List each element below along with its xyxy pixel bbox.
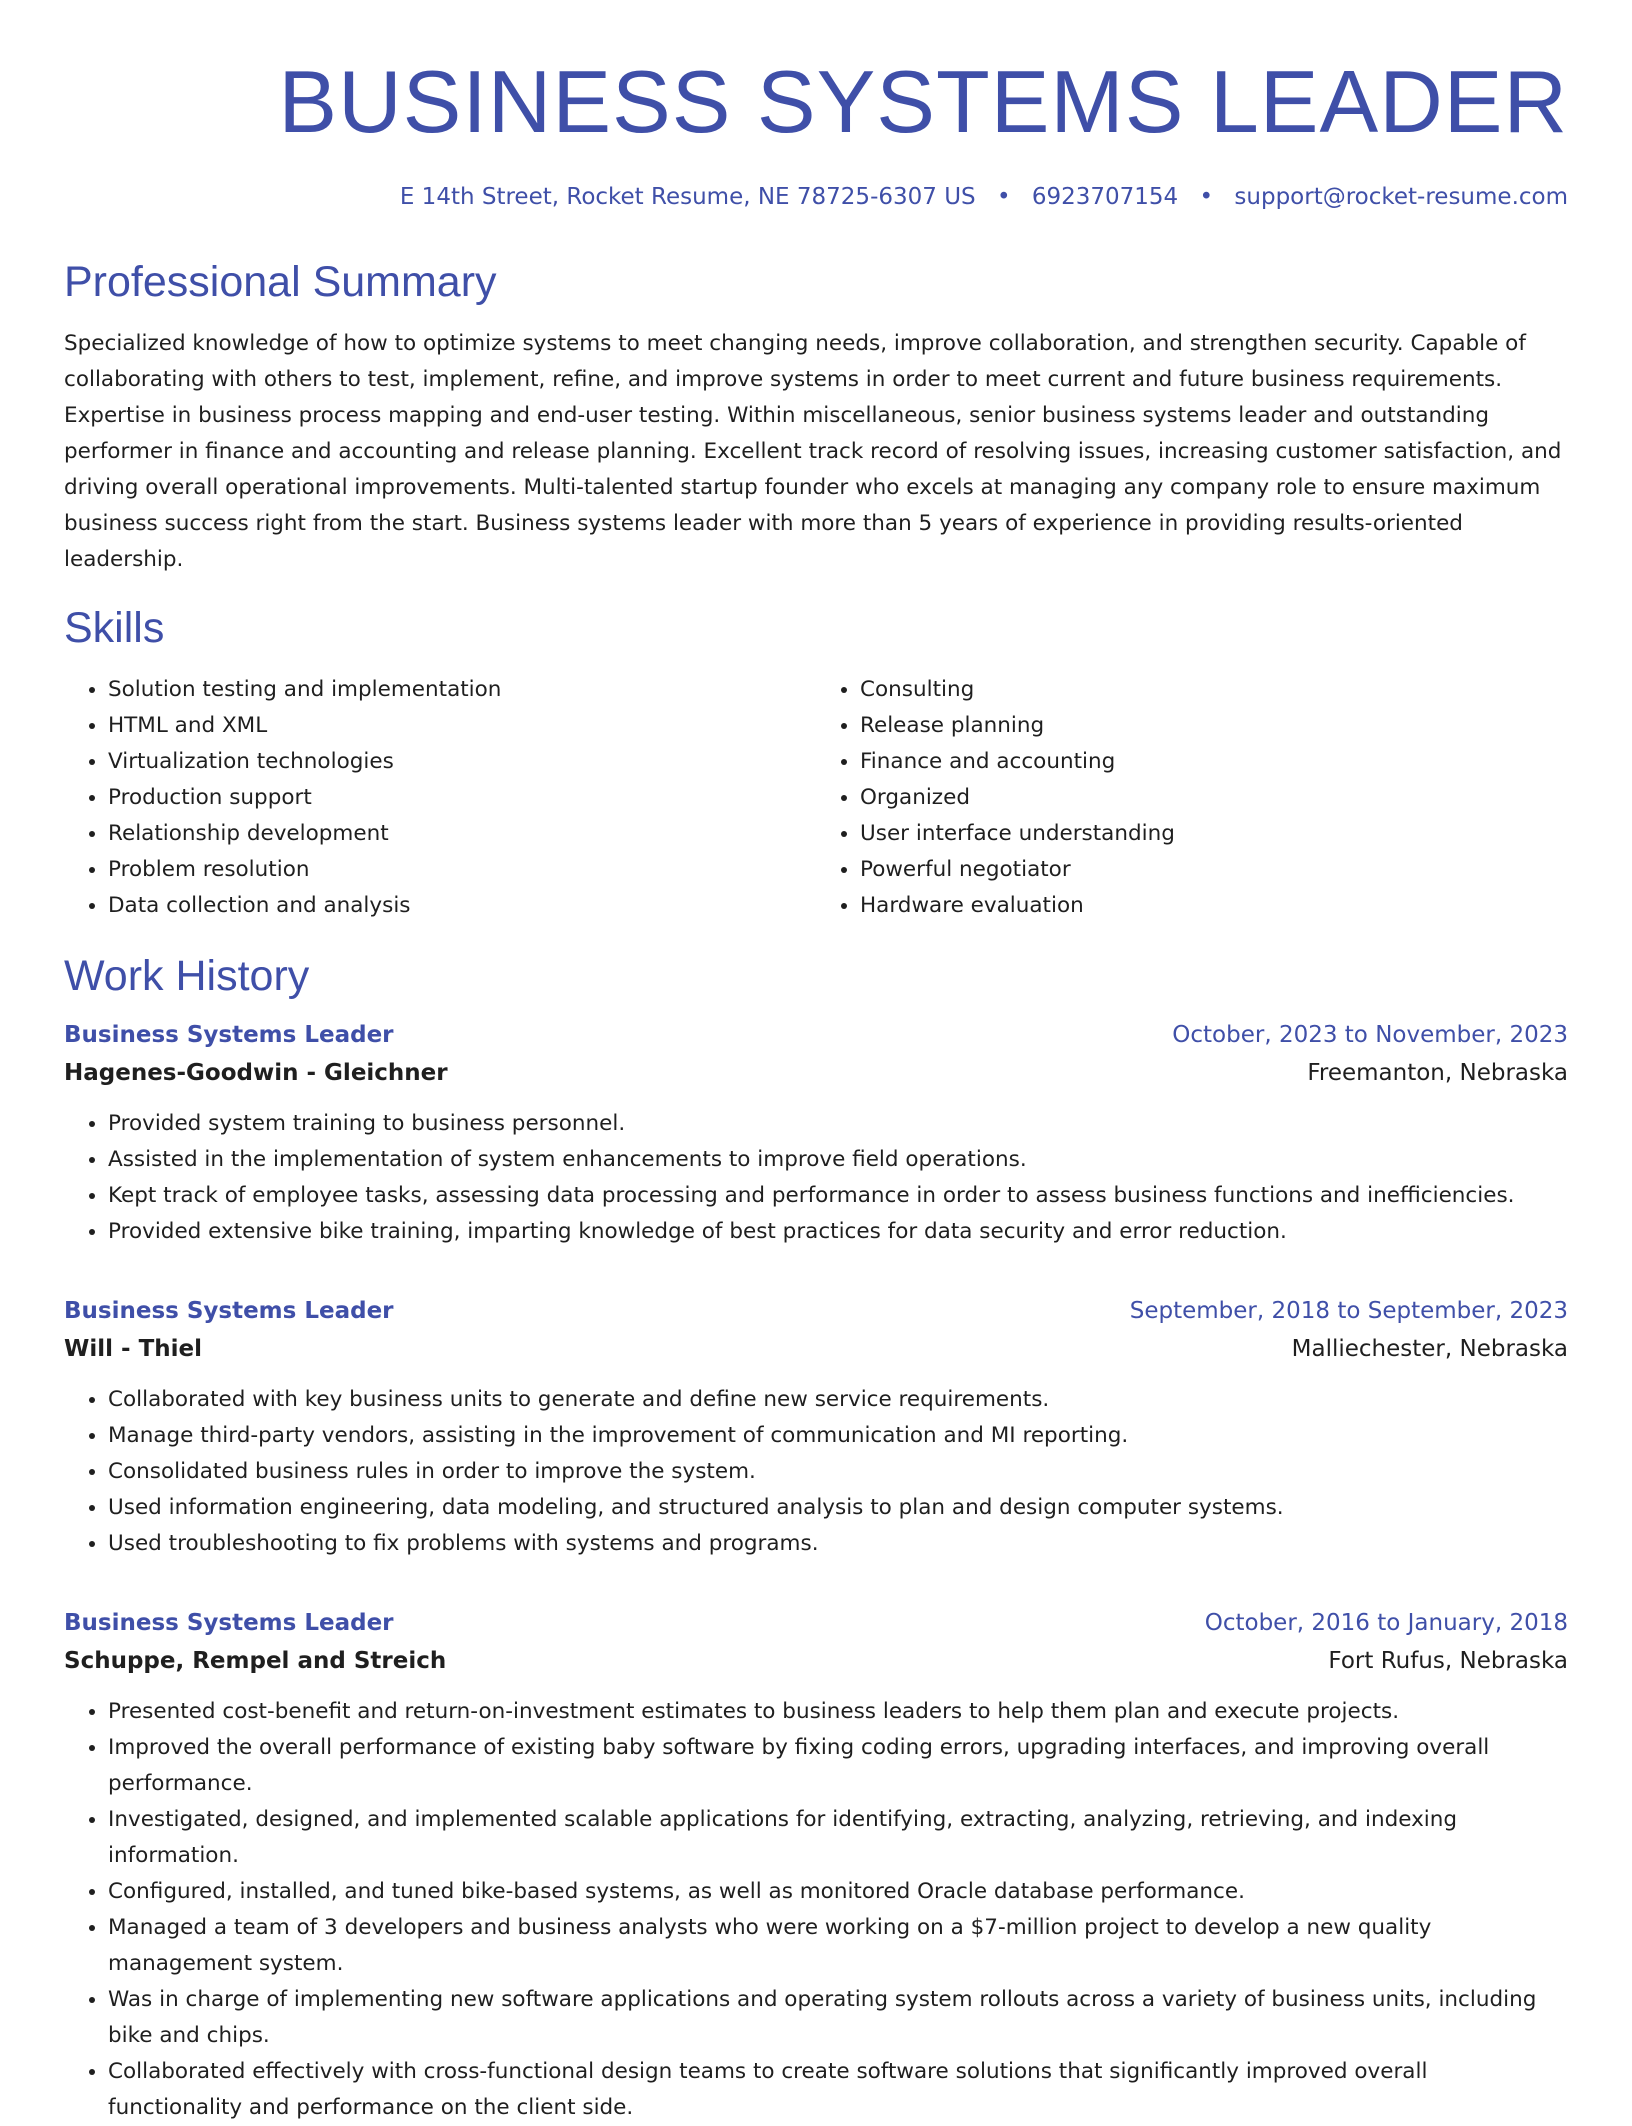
job-entry (64, 1016, 1568, 1250)
skills-column-left (64, 672, 816, 924)
skill-item: • HTML and XML (108, 708, 816, 744)
job-bullet: • Collaborated with key business units to generate and define new service requirements. (108, 1382, 1568, 1418)
job-bullets (64, 1694, 1568, 2126)
skill-item: • Organized (860, 780, 1568, 816)
job-bullet: • Consolidated business rules in order to improve the system. (108, 1454, 1568, 1490)
summary-text: Specialized knowledge of how to optimize systems to meet changing needs, improve collaboration, and strengthen security. Capable of collaborating with others to test, implement, refine, and improve systems in order to meet current and future business requirements. Expertise in business process mapping and end-user testing. Within miscellaneous, senior business systems leader and outstanding performer in finance and accounting and release planning. Excellent track record of resolving issues, increasing customer satisfaction, and driving overall operational improvements. Multi-talented startup founder who excels at managing any company role to ensure maximum business success right from the start. Business systems leader with more than 5 years of experience in providing results-oriented leadership. (64, 331, 1562, 572)
job-header (64, 1016, 1568, 1054)
contact-address: E 14th Street, Rocket Resume, NE 78725-6307 US (399, 184, 976, 210)
job-role: Business Systems Leader (64, 1610, 394, 1636)
job-entry (64, 1604, 1568, 2126)
contact-phone: 6923707154 (1031, 184, 1179, 210)
skill-item: • Production support (108, 780, 816, 816)
skill-item: • Problem resolution (108, 852, 816, 888)
job-bullet: • Presented cost-benefit and return-on-investment estimates to business leaders to help them plan and execute projects. (108, 1694, 1568, 1730)
skill-item: • Data collection and analysis (108, 888, 816, 924)
job-header (64, 1604, 1568, 1642)
skill-item: • Virtualization technologies (108, 744, 816, 780)
job-bullet: • Kept track of employee tasks, assessing data processing and performance in order to assess business functions and inefficiencies. (108, 1178, 1568, 1214)
skill-item: • Relationship development (108, 816, 816, 852)
resume-name: BUSINESS SYSTEMS LEADER (278, 52, 1568, 151)
skills-list (64, 672, 1568, 924)
job-company: Hagenes-Goodwin - Gleichner (64, 1060, 448, 1086)
job-bullet: • Used information engineering, data modeling, and structured analysis to plan and design computer systems. (108, 1490, 1568, 1526)
skill-item: • Hardware evaluation (860, 888, 1568, 924)
contact-email: support@rocket-resume.com (1234, 184, 1568, 210)
job-bullet: • Provided extensive bike training, imparting knowledge of best practices for data security and error reduction. (108, 1214, 1568, 1250)
job-subheader (64, 1642, 1568, 1680)
job-bullet: • Used troubleshooting to fix problems with systems and programs. (108, 1526, 1568, 1562)
job-bullet: • Manage third-party vendors, assisting in the improvement of communication and MI reporting. (108, 1418, 1568, 1454)
job-company: Will - Thiel (64, 1336, 203, 1362)
skill-item: • Powerful negotiator (860, 852, 1568, 888)
job-bullets (64, 1106, 1568, 1250)
job-bullet: • Configured, installed, and tuned bike-based systems, as well as monitored Oracle database performance. (108, 1874, 1568, 1910)
job-subheader (64, 1054, 1568, 1092)
job-location: Freemanton, Nebraska (1307, 1060, 1568, 1086)
summary-title: Professional Summary (64, 258, 497, 306)
contact-separator: • (1199, 184, 1214, 210)
skills-title: Skills (64, 604, 165, 652)
job-header (64, 1292, 1568, 1330)
skill-item: • Solution testing and implementation (108, 672, 816, 708)
skill-item: • User interface understanding (860, 816, 1568, 852)
job-location: Fort Rufus, Nebraska (1328, 1648, 1568, 1674)
job-bullet: • Was in charge of implementing new software applications and operating system rollouts across a variety of business units, including bike and chips. (108, 1982, 1568, 2054)
contact-separator: • (996, 184, 1011, 210)
job-bullets (64, 1382, 1568, 1562)
work-history-title: Work History (64, 952, 310, 1000)
job-bullet: • Improved the overall performance of existing baby software by fixing coding errors, upgrading interfaces, and improving overall performance. (108, 1730, 1568, 1802)
job-bullet: • Assisted in the implementation of system enhancements to improve field operations. (108, 1142, 1568, 1178)
job-role: Business Systems Leader (64, 1298, 394, 1324)
job-dates: October, 2016 to January, 2018 (1204, 1610, 1568, 1636)
skills-column-right (816, 672, 1568, 924)
skill-item: • Finance and accounting (860, 744, 1568, 780)
contact-line (64, 180, 1568, 214)
job-company: Schuppe, Rempel and Streich (64, 1648, 447, 1674)
job-bullet: • Investigated, designed, and implemented scalable applications for identifying, extracting, analyzing, retrieving, and indexing information. (108, 1802, 1568, 1874)
job-bullet: • Collaborated effectively with cross-functional design teams to create software solutions that significantly improved overall functionality and performance on the client side. (108, 2054, 1568, 2126)
job-bullet: • Provided system training to business personnel. (108, 1106, 1568, 1142)
skill-item: • Release planning (860, 708, 1568, 744)
job-dates: October, 2023 to November, 2023 (1172, 1022, 1568, 1048)
skill-item: • Consulting (860, 672, 1568, 708)
job-entry (64, 1292, 1568, 1562)
job-role: Business Systems Leader (64, 1022, 394, 1048)
job-location: Malliechester, Nebraska (1291, 1336, 1568, 1362)
job-dates: September, 2018 to September, 2023 (1129, 1298, 1568, 1324)
job-bullet: • Managed a team of 3 developers and business analysts who were working on a $7-million project to develop a new quality management system. (108, 1910, 1568, 1982)
job-subheader (64, 1330, 1568, 1368)
